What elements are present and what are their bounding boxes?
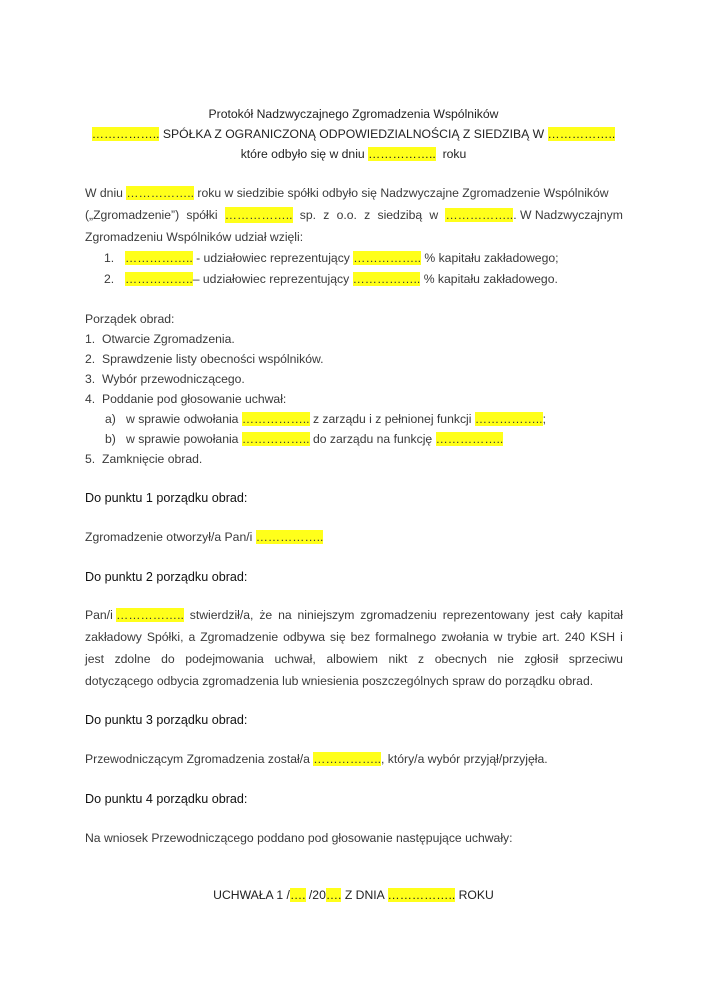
agenda-item: Sprawdzenie listy obecności wspólników.	[102, 352, 324, 366]
blank-field[interactable]: ….	[325, 888, 342, 902]
agenda-item-number: 5.	[85, 452, 96, 466]
blank-field[interactable]: ……………..	[91, 127, 160, 141]
participant-item-text: …………….. - udziałowiec reprezentujący …………….. % kapitału zakładowego;	[125, 251, 559, 265]
agenda-item-number: 4.	[85, 392, 96, 406]
blank-field[interactable]: ……………..	[313, 752, 381, 766]
blank-field[interactable]: ……………..	[241, 432, 310, 446]
blank-field[interactable]: ……………..	[126, 186, 195, 200]
agenda-item-number: 1.	[85, 332, 96, 346]
agenda-item: Otwarcie Zgromadzenia.	[102, 332, 235, 346]
agenda-item: Zamknięcie obrad.	[102, 452, 203, 466]
section-1-text: Zgromadzenie otworzył/a Pan/i ……………..	[85, 530, 324, 544]
section-3-text: Przewodniczącym Zgromadzenia został/a …………….., który/a wybór przyjął/przyjęła.	[85, 752, 548, 766]
agenda-item: Poddanie pod głosowanie uchwał:	[102, 392, 287, 406]
blank-field[interactable]: ……………..	[255, 530, 324, 544]
blank-field[interactable]: ……………..	[224, 208, 293, 222]
blank-field[interactable]: ……………..	[368, 147, 436, 161]
section-heading: Do punktu 4 porządku obrad:	[85, 792, 248, 806]
agenda-item: Wybór przewodniczącego.	[102, 372, 245, 386]
section-4-text: Na wniosek Przewodniczącego poddano pod głosowanie następujące uchwały:	[85, 831, 513, 845]
intro-line-2: („Zgromadzenie”) spółki …………….. sp. z o.o. z siedzibą w ……………... W Nadzwyczajnym	[85, 208, 623, 222]
blank-field[interactable]: ….	[289, 888, 306, 902]
blank-field[interactable]: ……………..	[241, 412, 310, 426]
participant-item-text: ……………..– udziałowiec reprezentujący …………….. % kapitału zakładowego.	[125, 272, 558, 286]
blank-field[interactable]: ……………..	[116, 608, 184, 622]
participant-item: 2.	[104, 272, 115, 286]
meeting-date-line: które odbyło się w dniu …………….. roku	[240, 147, 467, 161]
section-heading: Do punktu 2 porządku obrad:	[85, 570, 248, 584]
company-line: …………….. SPÓŁKA Z OGRANICZONĄ ODPOWIEDZIALNOŚCIĄ Z SIEDZIBĄ W ……………..	[91, 127, 616, 141]
blank-field[interactable]: ……………..	[353, 251, 421, 265]
agenda-subitem: w sprawie powołania …………….. do zarządu na funkcję ……………..	[126, 432, 504, 446]
agenda-subitem-letter: a)	[105, 412, 116, 426]
blank-field[interactable]: ……………..	[125, 272, 193, 286]
section-heading: Do punktu 3 porządku obrad:	[85, 713, 248, 727]
section-2-line-4: dotyczącego odbycia zgromadzenia lub wniesienia poszczególnych spraw do porządku obrad.	[85, 674, 594, 688]
blank-field[interactable]: ……………..	[435, 432, 504, 446]
section-2-line-3: jest zdolne do podejmowania uchwał, albowiem nikt z obecnych nie zgłosił sprzeciwu	[85, 652, 623, 666]
agenda-subitem: w sprawie odwołania …………….. z zarządu i z pełnionej funkcji ……………..;	[126, 412, 546, 426]
agenda-subitem-letter: b)	[105, 432, 116, 446]
section-2-line-2: zakładowy Spółki, a Zgromadzenie odbywa się bez formalnego zwołania w trybie art. 240 KSH i	[85, 630, 623, 644]
blank-field[interactable]: ……………..	[547, 127, 616, 141]
document-title: Protokół Nadzwyczajnego Zgromadzenia Wspólników	[208, 107, 499, 121]
blank-field[interactable]: ……………..	[352, 272, 421, 286]
section-heading: Do punktu 1 porządku obrad:	[85, 491, 248, 505]
blank-field[interactable]: ……………..	[125, 251, 193, 265]
participant-item: 1.	[104, 251, 115, 265]
blank-field[interactable]: ……………..	[387, 888, 456, 902]
agenda-item-number: 3.	[85, 372, 96, 386]
intro-line-3: Zgromadzeniu Wspólników udział wzięli:	[85, 230, 304, 244]
section-2-line-1: Pan/i …………….. stwierdził/a, że na niniejszym zgromadzeniu reprezentowany jest cały kapitał	[85, 608, 623, 622]
resolution-heading: UCHWAŁA 1 /…. /20…. Z DNIA …………….. ROKU	[213, 888, 494, 902]
blank-field[interactable]: ……………..	[474, 412, 543, 426]
intro-line-1: W dniu …………….. roku w siedzibie spółki odbyło się Nadzwyczajne Zgromadzenie Wspólników	[85, 186, 609, 200]
agenda-item-number: 2.	[85, 352, 96, 366]
agenda-title: Porządek obrad:	[85, 312, 175, 326]
blank-field[interactable]: ……………..	[445, 208, 514, 222]
